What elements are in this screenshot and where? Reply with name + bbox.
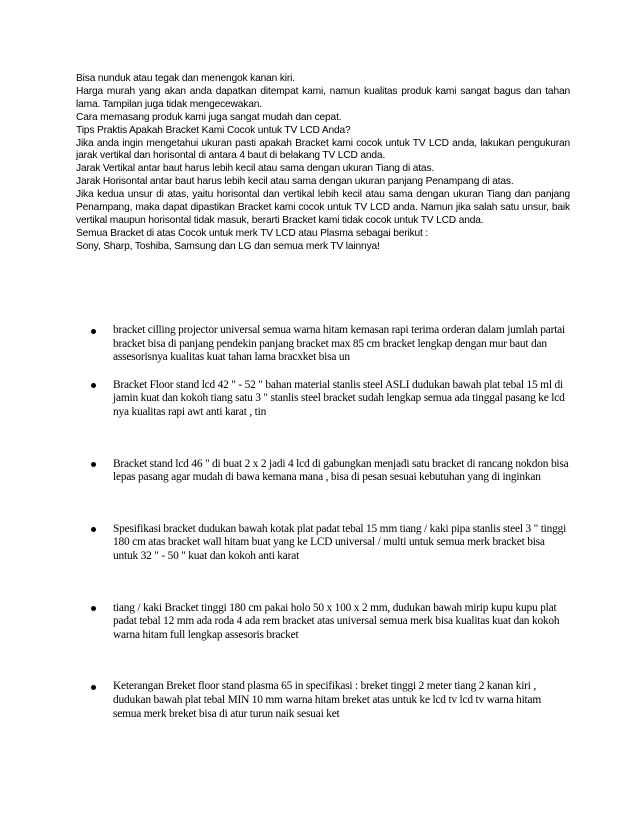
list-item [89, 523, 571, 564]
list-item-text: Keterangan Breket floor stand plasma 65 in specifikasi : breket tinggi 2 meter tiang 2 kanan kiri , dudukan bawah plat tebal MIN 10 mm warna hitam breket atas untuk ke lcd tv lcd tv warna hitam semua merk breket bisa di atur turun naik sesuai ket [113, 680, 542, 720]
intro-paragraph: Jika kedua unsur di atas, yaitu horisontal dan vertikal lebih kecil atau sama dengan ukuran Tiang dan panjang Penampang, maka dapat dipastikan Bracket kami cocok untuk TV LCD anda. Namun jika salah satu unsur, baik vertikal maupun horisontal tidak masuk, berarti Bracket kami tidak cocok untuk TV LCD anda. [76, 189, 570, 226]
intro-paragraph: Jarak Vertikal antar baut harus lebih kecil atau sama dengan ukuran Tiang di atas. [76, 163, 435, 175]
list-item [89, 680, 571, 721]
intro-paragraph: Jika anda ingin mengetahui ukuran pasti apakah Bracket kami cocok untuk TV LCD anda, lakukan pengukuran jarak vertikal dan horisontal di antara 4 baut di belakang TV LCD anda. [76, 137, 570, 162]
intro-heading: Tips Praktis Apakah Bracket Kami Cocok untuk TV LCD Anda? [76, 124, 351, 136]
intro-paragraph: Bisa nunduk atau tegak dan menengok kanan kiri. [76, 73, 295, 84]
list-item [89, 324, 571, 365]
bullet-icon [91, 462, 96, 467]
bullet-icon [91, 606, 96, 611]
bullet-icon [91, 685, 96, 690]
intro-paragraph: Jarak Horisontal antar baut harus lebih kecil atau sama dengan ukuran panjang Penampang di atas. [76, 176, 514, 188]
bullet-icon [91, 329, 96, 334]
intro-paragraph: Sony, Sharp, Toshiba, Samsung dan LG dan semua merk TV lainnya! [76, 240, 380, 252]
intro-paragraph: Semua Bracket di atas Cocok untuk merk TV LCD atau Plasma sebagai berikut : [76, 227, 429, 239]
list-item-text: Spesifikasi bracket dudukan bawah kotak plat padat tebal 15 mm tiang / kaki pipa stanlis steel 3 " tinggi 180 cm atas bracket wall hitam buat yang ke LCD universal / multi untuk semua merk bracket bisa untuk 32 " - 50 " kuat dan kokoh anti karat [113, 522, 567, 562]
intro-section [76, 73, 570, 254]
bullet-icon [91, 383, 96, 388]
intro-paragraph: Harga murah yang akan anda dapatkan ditempat kami, namun kualitas produk kami sangat bagus dan tahan lama. Tampilan juga tidak mengecewakan. [76, 85, 570, 110]
list-item [89, 602, 571, 643]
bullet-list [89, 324, 571, 721]
list-item-text: Bracket stand lcd 46 " di buat 2 x 2 jadi 4 lcd di gabungkan menjadi satu bracket di rancang nokdon bisa lepas pasang agar mudah di bawa kemana mana , bisa di pesan sesuai kebutuhan yang di inginkan [113, 457, 569, 484]
list-item [89, 379, 571, 420]
intro-paragraph: Cara memasang produk kami juga sangat mudah dan cepat. [76, 111, 342, 123]
list-item-text: tiang / kaki Bracket tinggi 180 cm pakai holo 50 x 100 x 2 mm, dudukan bawah mirip kupu kupu plat padat tebal 12 mm ada roda 4 ada rem bracket atas universal semua merk bisa kualitas kuat dan kokoh warna hitam full lengkap assesoris bracket [113, 601, 560, 641]
list-item-text: Bracket Floor stand lcd 42 " - 52 " bahan material stanlis steel ASLI dudukan bawah plat tebal 15 ml di jamin kuat dan kokoh tiang satu 3 " stanlis steel bracket sudah lengkap semua ada tinggal pasang ke lcd nya kualitas rapi awt anti karat , tin [113, 378, 565, 418]
list-item [89, 458, 571, 485]
bullet-icon [91, 527, 96, 532]
list-item-text: bracket cilling projector universal semua warna hitam kemasan rapi terima orderan dalam jumlah partai bracket bisa di panjang pendekin panjang bracket max 85 cm bracket lengkap dengan mur baut dan assesorisnya kualitas kuat tahan lama bracxket bisa un [113, 324, 566, 364]
